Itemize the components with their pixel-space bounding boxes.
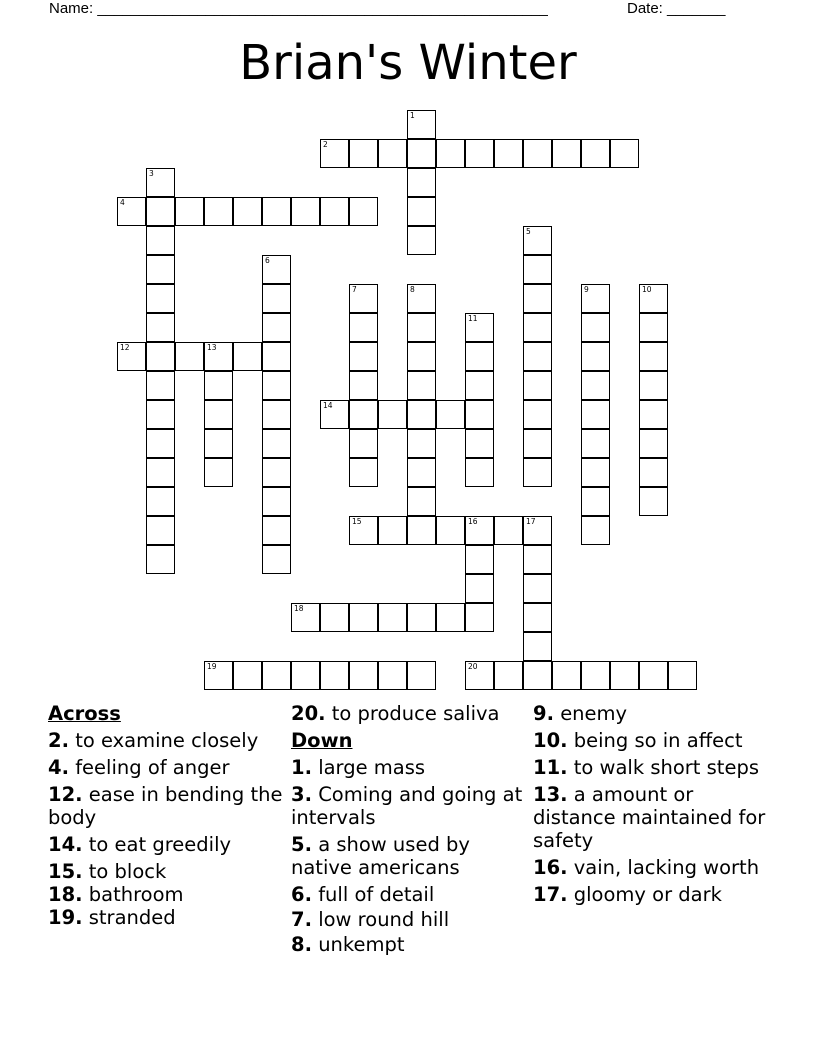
clue-number: 11. [533, 756, 568, 779]
grid-cell[interactable] [523, 371, 552, 400]
grid-cell[interactable] [262, 284, 291, 313]
clue-text: low round hill [318, 908, 450, 931]
clue-column-3 [533, 702, 773, 910]
grid-cell[interactable] [523, 255, 552, 284]
grid-cell[interactable] [262, 197, 291, 226]
clue-number: 6. [291, 883, 312, 906]
grid-cell[interactable] [175, 342, 204, 371]
grid-cell[interactable] [262, 313, 291, 342]
grid-cell[interactable] [523, 226, 552, 255]
grid-cell[interactable] [581, 458, 610, 487]
grid-cell[interactable] [523, 342, 552, 371]
cell-number: 1 [410, 111, 415, 120]
grid-cell[interactable] [407, 371, 436, 400]
grid-cell[interactable] [552, 139, 581, 168]
clue-number: 17. [533, 883, 568, 906]
grid-cell[interactable] [378, 603, 407, 632]
grid-cell[interactable] [407, 458, 436, 487]
grid-cell[interactable] [639, 313, 668, 342]
down-heading: Down [291, 729, 353, 752]
grid-cell[interactable] [146, 226, 175, 255]
grid-cell[interactable] [117, 197, 146, 226]
grid-cell[interactable] [407, 603, 436, 632]
grid-cell[interactable] [668, 661, 697, 690]
grid-cell[interactable] [407, 661, 436, 690]
grid-cell[interactable] [639, 342, 668, 371]
grid-cell[interactable] [349, 371, 378, 400]
grid-cell[interactable] [407, 516, 436, 545]
grid-cell[interactable] [407, 313, 436, 342]
grid-cell[interactable] [262, 458, 291, 487]
clue-across-18 [48, 883, 288, 906]
grid-cell[interactable] [581, 429, 610, 458]
grid-cell[interactable] [407, 429, 436, 458]
grid-cell[interactable] [146, 284, 175, 313]
grid-cell[interactable] [581, 661, 610, 690]
grid-cell[interactable] [465, 342, 494, 371]
clue-across-15 [48, 860, 288, 883]
grid-cell[interactable] [233, 342, 262, 371]
clue-down-16 [533, 856, 773, 879]
grid-cell[interactable] [349, 342, 378, 371]
grid-cell[interactable] [407, 284, 436, 313]
grid-cell[interactable] [523, 458, 552, 487]
grid-cell[interactable] [204, 400, 233, 429]
clue-down-11 [533, 756, 773, 779]
across-heading: Across [48, 702, 121, 725]
cell-number: 16 [468, 517, 478, 526]
cell-number: 13 [207, 343, 217, 352]
clue-number: 13. [533, 783, 568, 806]
grid-cell[interactable] [262, 255, 291, 284]
cell-number: 9 [584, 285, 589, 294]
grid-cell[interactable] [146, 313, 175, 342]
clue-number: 4. [48, 756, 69, 779]
grid-cell[interactable] [291, 661, 320, 690]
clue-down-10 [533, 729, 773, 752]
grid-cell[interactable] [465, 661, 494, 690]
clue-down-9 [533, 702, 773, 725]
grid-cell[interactable] [146, 458, 175, 487]
grid-cell[interactable] [291, 603, 320, 632]
clue-text: unkempt [318, 933, 405, 956]
grid-cell[interactable] [465, 139, 494, 168]
grid-cell[interactable] [639, 284, 668, 313]
clue-text: large mass [318, 756, 426, 779]
grid-cell[interactable] [465, 313, 494, 342]
grid-cell[interactable] [262, 429, 291, 458]
grid-cell[interactable] [175, 197, 204, 226]
grid-cell[interactable] [465, 400, 494, 429]
clue-number: 14. [48, 833, 83, 856]
grid-cell[interactable] [349, 603, 378, 632]
grid-cell[interactable] [639, 400, 668, 429]
clue-across-2 [48, 729, 288, 752]
grid-cell[interactable] [291, 197, 320, 226]
grid-cell[interactable] [349, 197, 378, 226]
grid-cell[interactable] [639, 487, 668, 516]
grid-cell[interactable] [320, 400, 349, 429]
clue-number: 20. [291, 702, 326, 725]
grid-cell[interactable] [407, 197, 436, 226]
clue-number: 3. [291, 783, 312, 806]
grid-cell[interactable] [349, 284, 378, 313]
clue-text: a amount or distance maintained for safety [533, 783, 766, 852]
grid-cell[interactable] [639, 371, 668, 400]
grid-cell[interactable] [465, 458, 494, 487]
grid-cell[interactable] [349, 139, 378, 168]
cell-number: 18 [294, 604, 304, 613]
grid-cell[interactable] [581, 487, 610, 516]
page-title: Brian's Winter [239, 35, 577, 91]
clue-text: to produce saliva [331, 702, 500, 725]
cell-number: 20 [468, 662, 478, 671]
grid-cell[interactable] [378, 400, 407, 429]
grid-cell[interactable] [407, 342, 436, 371]
clue-number: 16. [533, 856, 568, 879]
cell-number: 4 [120, 198, 125, 207]
grid-cell[interactable] [581, 284, 610, 313]
clue-across-14 [48, 833, 288, 856]
cell-number: 8 [410, 285, 415, 294]
clue-across-12 [48, 783, 288, 829]
clue-across-4 [48, 756, 288, 779]
grid-cell[interactable] [436, 603, 465, 632]
cell-number: 7 [352, 285, 357, 294]
clue-text: gloomy or dark [573, 883, 722, 906]
cell-number: 10 [642, 285, 652, 294]
grid-cell[interactable] [146, 487, 175, 516]
grid-cell[interactable] [552, 661, 581, 690]
clue-down-13 [533, 783, 773, 852]
grid-cell[interactable] [639, 661, 668, 690]
clue-down-17 [533, 883, 773, 906]
clue-across-20 [291, 702, 527, 725]
cell-number: 3 [149, 169, 154, 178]
clue-column-1 [48, 702, 288, 933]
clue-number: 8. [291, 933, 312, 956]
grid-cell[interactable] [262, 400, 291, 429]
grid-cell[interactable] [494, 661, 523, 690]
grid-cell[interactable] [262, 545, 291, 574]
cell-number: 12 [120, 343, 130, 352]
clue-down-6 [291, 883, 527, 906]
grid-cell[interactable] [494, 516, 523, 545]
clue-text: to eat greedily [88, 833, 232, 856]
grid-cell[interactable] [262, 661, 291, 690]
grid-cell[interactable] [320, 603, 349, 632]
cell-number: 14 [323, 401, 333, 410]
clue-down-8 [291, 933, 527, 956]
clue-text: vain, lacking worth [573, 856, 760, 879]
grid-cell[interactable] [407, 400, 436, 429]
clue-text: to walk short steps [573, 756, 759, 779]
grid-cell[interactable] [204, 371, 233, 400]
clue-down-1 [291, 756, 527, 779]
grid-cell[interactable] [523, 603, 552, 632]
grid-cell[interactable] [523, 661, 552, 690]
grid-cell[interactable] [610, 661, 639, 690]
grid-cell[interactable] [146, 371, 175, 400]
grid-cell[interactable] [233, 661, 262, 690]
clue-down-3 [291, 783, 527, 829]
grid-cell[interactable] [523, 284, 552, 313]
cell-number: 11 [468, 314, 478, 323]
clue-text: enemy [560, 702, 628, 725]
clue-number: 1. [291, 756, 312, 779]
grid-cell[interactable] [494, 139, 523, 168]
grid-cell[interactable] [320, 661, 349, 690]
grid-cell[interactable] [262, 487, 291, 516]
grid-cell[interactable] [320, 139, 349, 168]
cell-number: 15 [352, 517, 362, 526]
grid-cell[interactable] [581, 516, 610, 545]
grid-cell[interactable] [581, 371, 610, 400]
grid-cell[interactable] [523, 574, 552, 603]
grid-cell[interactable] [349, 458, 378, 487]
grid-cell[interactable] [146, 516, 175, 545]
clue-text: feeling of anger [75, 756, 230, 779]
cell-number: 6 [265, 256, 270, 265]
clue-text: ease in bending the body [48, 783, 283, 829]
clue-across-19 [48, 906, 288, 929]
clue-text: bathroom [88, 883, 184, 906]
date-field-label: Date: _______ [627, 0, 726, 17]
grid-cell[interactable] [349, 400, 378, 429]
clue-number: 15. [48, 860, 83, 883]
grid-cell[interactable] [407, 110, 436, 139]
cell-number: 19 [207, 662, 217, 671]
name-field-label: Name: ______________________________________________________ [49, 0, 548, 17]
grid-cell[interactable] [146, 168, 175, 197]
clue-text: a show used by native americans [291, 833, 470, 879]
grid-cell[interactable] [349, 313, 378, 342]
grid-cell[interactable] [523, 400, 552, 429]
grid-cell[interactable] [204, 197, 233, 226]
cell-number: 17 [526, 517, 536, 526]
clue-number: 12. [48, 783, 83, 806]
clue-down-5 [291, 833, 527, 879]
clue-text: being so in affect [573, 729, 743, 752]
grid-cell[interactable] [262, 342, 291, 371]
clue-number: 18. [48, 883, 83, 906]
grid-cell[interactable] [378, 139, 407, 168]
grid-cell[interactable] [465, 603, 494, 632]
grid-cell[interactable] [407, 487, 436, 516]
grid-cell[interactable] [349, 661, 378, 690]
grid-cell[interactable] [146, 342, 175, 371]
grid-cell[interactable] [465, 429, 494, 458]
grid-cell[interactable] [320, 197, 349, 226]
clue-number: 19. [48, 906, 83, 929]
grid-cell[interactable] [378, 661, 407, 690]
cell-number: 2 [323, 140, 328, 149]
grid-cell[interactable] [146, 255, 175, 284]
grid-cell[interactable] [610, 139, 639, 168]
grid-cell[interactable] [581, 342, 610, 371]
grid-cell[interactable] [581, 139, 610, 168]
grid-cell[interactable] [349, 516, 378, 545]
grid-cell[interactable] [523, 545, 552, 574]
grid-cell[interactable] [146, 197, 175, 226]
grid-cell[interactable] [146, 429, 175, 458]
grid-cell[interactable] [204, 429, 233, 458]
grid-cell[interactable] [639, 458, 668, 487]
grid-cell[interactable] [146, 400, 175, 429]
clue-number: 2. [48, 729, 69, 752]
grid-cell[interactable] [378, 516, 407, 545]
grid-cell[interactable] [465, 545, 494, 574]
grid-cell[interactable] [523, 139, 552, 168]
grid-cell[interactable] [523, 313, 552, 342]
grid-cell[interactable] [523, 429, 552, 458]
clue-text: to block [88, 860, 167, 883]
grid-cell[interactable] [436, 516, 465, 545]
grid-cell[interactable] [204, 342, 233, 371]
grid-cell[interactable] [233, 197, 262, 226]
clue-down-7 [291, 908, 527, 931]
grid-cell[interactable] [204, 661, 233, 690]
grid-cell[interactable] [465, 371, 494, 400]
cell-number: 5 [526, 227, 531, 236]
grid-cell[interactable] [523, 632, 552, 661]
clue-number: 7. [291, 908, 312, 931]
grid-cell[interactable] [523, 516, 552, 545]
grid-cell[interactable] [436, 139, 465, 168]
clue-text: to examine closely [75, 729, 259, 752]
grid-cell[interactable] [407, 226, 436, 255]
grid-cell[interactable] [407, 168, 436, 197]
grid-cell[interactable] [146, 545, 175, 574]
grid-cell[interactable] [117, 342, 146, 371]
grid-cell[interactable] [465, 574, 494, 603]
clue-column-2 [291, 702, 527, 960]
clue-number: 10. [533, 729, 568, 752]
grid-cell[interactable] [262, 516, 291, 545]
grid-cell[interactable] [436, 400, 465, 429]
grid-cell[interactable] [262, 371, 291, 400]
grid-cell[interactable] [639, 429, 668, 458]
clue-number: 5. [291, 833, 312, 856]
clue-number: 9. [533, 702, 554, 725]
clue-text: stranded [88, 906, 176, 929]
grid-cell[interactable] [581, 400, 610, 429]
grid-cell[interactable] [407, 139, 436, 168]
grid-cell[interactable] [204, 458, 233, 487]
grid-cell[interactable] [349, 429, 378, 458]
clue-text: Coming and going at intervals [291, 783, 523, 829]
grid-cell[interactable] [465, 516, 494, 545]
grid-cell[interactable] [581, 313, 610, 342]
clue-text: full of detail [318, 883, 435, 906]
